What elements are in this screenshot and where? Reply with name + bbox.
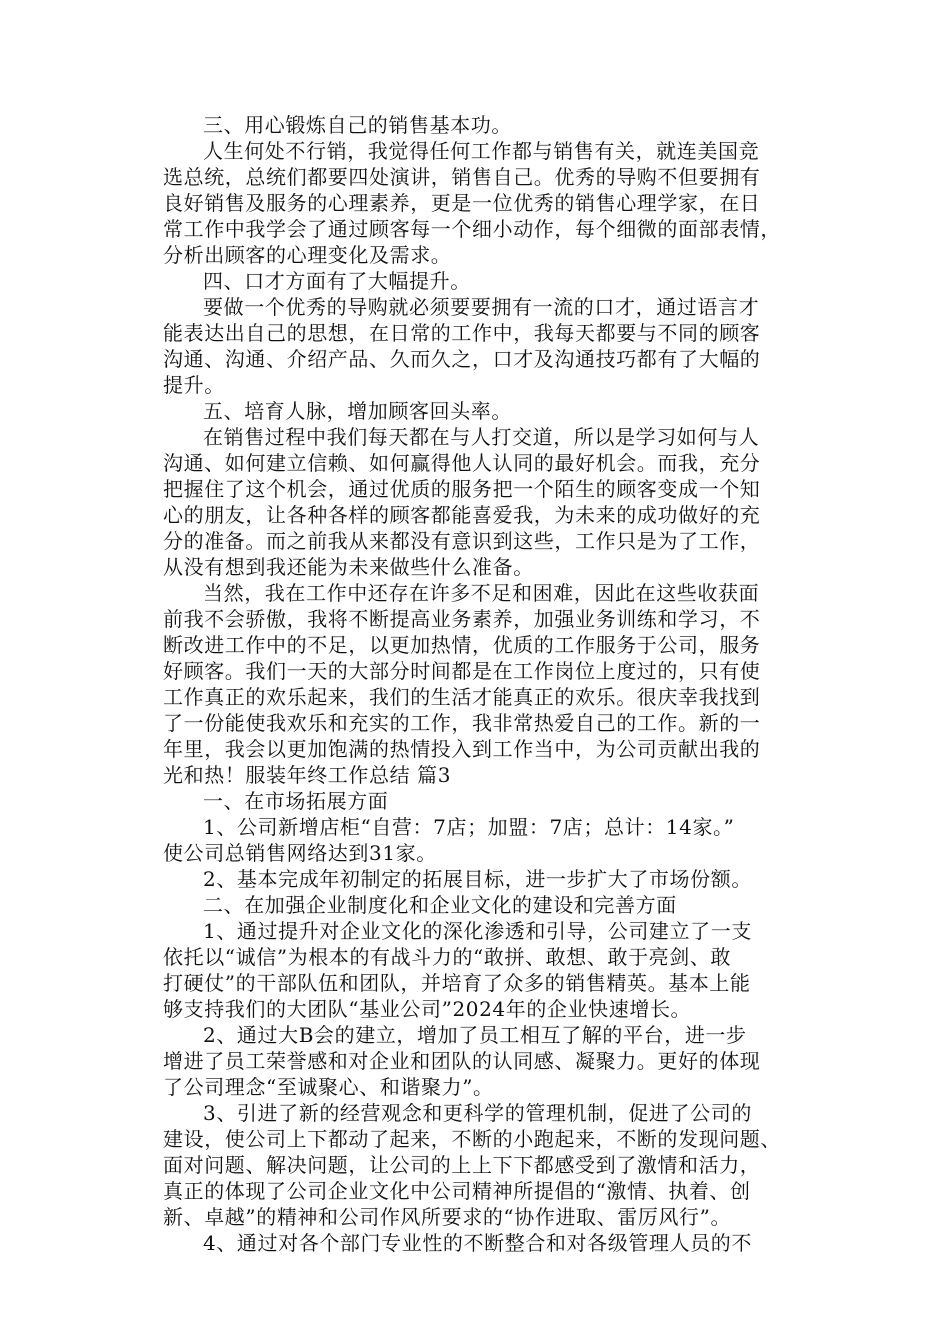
paragraph-line: 分析出顾客的心理变化及需求。 bbox=[163, 243, 452, 267]
section-heading: 五、培育人脉，增加顾客回头率。 bbox=[203, 399, 512, 423]
paragraph-line: 依托以“诚信”为根本的有战斗力的“敢拼、敢想、敢于亮剑、敢 bbox=[163, 945, 732, 969]
paragraph-line: 当然，我在工作中还存在许多不足和困难，因此在这些收获面 bbox=[203, 581, 760, 605]
paragraph-line: 面对问题、解决问题，让公司的上上下下都感受到了激情和活力， bbox=[163, 1153, 761, 1177]
paragraph-line: 人生何处不行销，我觉得任何工作都与销售有关，就连美国竞 bbox=[203, 139, 760, 163]
paragraph-line: 前我不会骄傲，我将不断提高业务素养，加强业务训练和学习，不 bbox=[163, 607, 761, 631]
paragraph-line: 真正的体现了公司企业文化中公司精神所提倡的“激情、执着、创 bbox=[163, 1179, 751, 1203]
paragraph-line: 1、公司新增店柜“自营：7店；加盟：7店；总计：14家。” bbox=[203, 815, 735, 839]
paragraph-line: 2、基本完成年初制定的拓展目标，进一步扩大了市场份额。 bbox=[203, 867, 752, 891]
paragraph-line: 好顾客。我们一天的大部分时间都是在工作岗位上度过的，只有使 bbox=[163, 659, 761, 683]
paragraph-line: 沟通、沟通、介绍产品、久而久之，口才及沟通技巧都有了大幅的 bbox=[163, 347, 761, 371]
paragraph-line: 1、通过提升对企业文化的深化渗透和引导，公司建立了一支 bbox=[203, 919, 752, 943]
paragraph-line: 了公司理念“至诚聚心、和谐聚力”。 bbox=[163, 1075, 494, 1099]
paragraph-line: 常工作中我学会了通过顾客每一个细小动作，每个细微的面部表情， bbox=[163, 217, 781, 241]
paragraph-line: 能表达出自己的思想，在日常的工作中，我每天都要与不同的顾客 bbox=[163, 321, 761, 345]
paragraph-line: 2、通过大B会的建立，增加了员工相互了解的平台，进一步 bbox=[203, 1023, 747, 1047]
paragraph-line: 从没有想到我还能为未来做些什么准备。 bbox=[163, 555, 534, 579]
paragraph-line: 在销售过程中我们每天都在与人打交道，所以是学习如何与人 bbox=[203, 425, 760, 449]
paragraph-line: 要做一个优秀的导购就必须要要拥有一流的口才，通过语言才 bbox=[203, 295, 760, 319]
section-heading: 一、在市场拓展方面 bbox=[203, 789, 389, 813]
paragraph-line: 3、引进了新的经营观念和更科学的管理机制，促进了公司的 bbox=[203, 1101, 752, 1125]
paragraph-line: 光和热！服装年终工作总结 篇3 bbox=[163, 763, 452, 787]
paragraph-line: 使公司总销售网络达到31家。 bbox=[163, 841, 437, 865]
paragraph-line: 4、通过对各个部门专业性的不断整合和对各级管理人员的不 bbox=[203, 1231, 752, 1255]
paragraph-line: 工作真正的欢乐起来，我们的生活才能真正的欢乐。很庆幸我找到 bbox=[163, 685, 761, 709]
paragraph-line: 断改进工作中的不足，以更加热情，优质的工作服务于公司，服务 bbox=[163, 633, 761, 657]
paragraph-line: 沟通、如何建立信赖、如何赢得他人认同的最好机会。而我，充分 bbox=[163, 451, 761, 475]
paragraph-line: 新、卓越”的精神和公司作风所要求的“协作进取、雷厉风行”。 bbox=[163, 1205, 732, 1229]
paragraph-line: 心的朋友，让各种各样的顾客都能喜爱我，为未来的成功做好的充 bbox=[163, 503, 761, 527]
paragraph-line: 够支持我们的大团队“基业公司”2024年的企业快速增长。 bbox=[163, 997, 692, 1021]
paragraph-line: 把握住了这个机会，通过优质的服务把一个陌生的顾客变成一个知 bbox=[163, 477, 761, 501]
section-heading: 四、口才方面有了大幅提升。 bbox=[203, 269, 471, 293]
paragraph-line: 良好销售及服务的心理素养，更是一位优秀的销售心理学家，在日 bbox=[163, 191, 761, 215]
paragraph-line: 打硬仗”的干部队伍和团队，并培育了众多的销售精英。基本上能 bbox=[163, 971, 751, 995]
paragraph-line: 年里，我会以更加饱满的热情投入到工作当中，为公司贡献出我的 bbox=[163, 737, 761, 761]
paragraph-line: 分的准备。而之前我从来都没有意识到这些，工作只是为了工作， bbox=[163, 529, 761, 553]
paragraph-line: 增进了员工荣誉感和对企业和团队的认同感、凝聚力。更好的体现 bbox=[163, 1049, 761, 1073]
section-heading: 二、在加强企业制度化和企业文化的建设和完善方面 bbox=[203, 893, 677, 917]
paragraph-line: 了一份能使我欢乐和充实的工作，我非常热爱自己的工作。新的一 bbox=[163, 711, 761, 735]
paragraph-line: 提升。 bbox=[163, 373, 225, 397]
section-heading: 三、用心锻炼自己的销售基本功。 bbox=[203, 113, 512, 137]
paragraph-line: 选总统，总统们都要四处演讲，销售自己。优秀的导购不但要拥有 bbox=[163, 165, 761, 189]
paragraph-line: 建设，使公司上下都动了起来，不断的小跑起来，不断的发现问题、 bbox=[163, 1127, 781, 1151]
